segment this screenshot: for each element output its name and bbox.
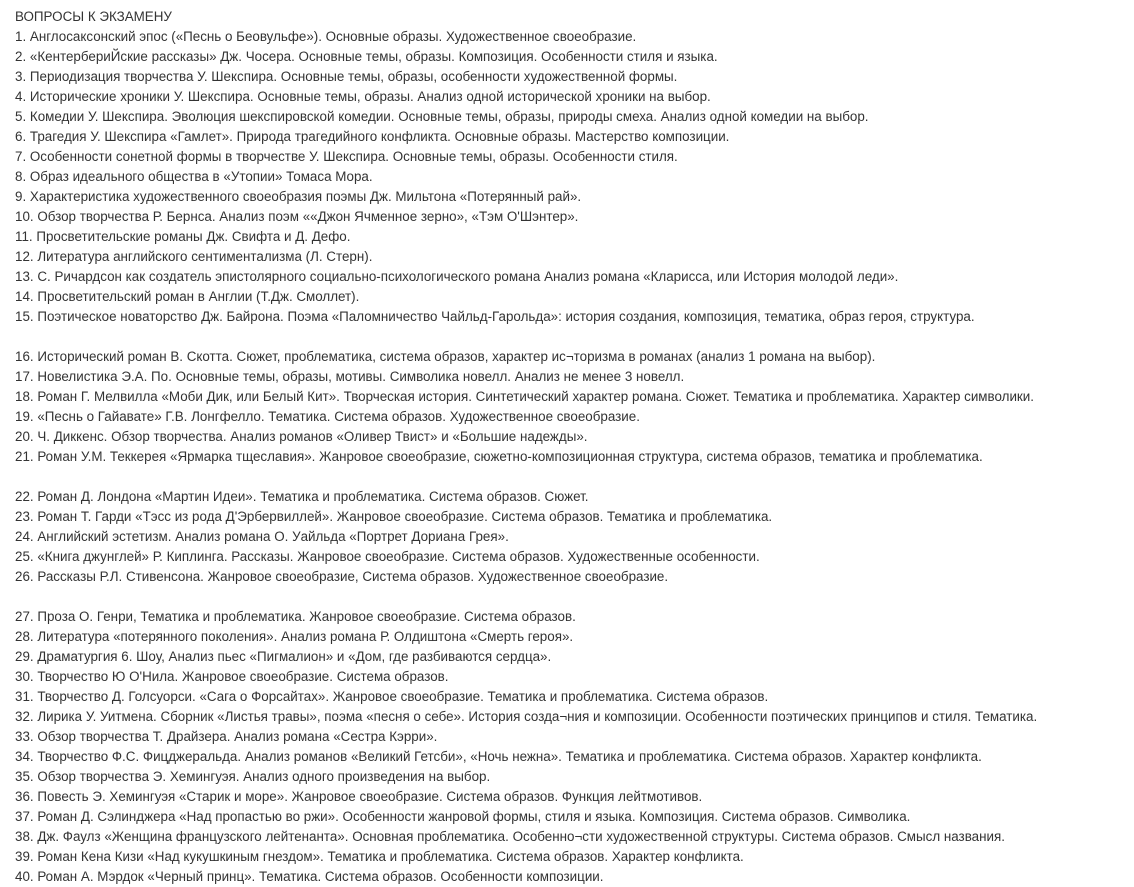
question-item: 4. Исторические хроники У. Шекспира. Основные темы, образы. Анализ одной исторической хроники на выбор. [15, 89, 711, 104]
question-sections [15, 27, 1134, 887]
question-item: 9. Характеристика художественного своеобразия поэмы Дж. Мильтона «Потерянный рай». [15, 189, 582, 204]
question-item: 11. Просветительские романы Дж. Свифта и Д. Дефо. [15, 229, 351, 244]
question-item: 28. Литература «потерянного поколения». Анализ романа Р. Олдиштона «Смерть героя». [15, 629, 574, 644]
question-item: 13. С. Ричардсон как создатель эпистолярного социально-психологического романа Анализ романа «Кларисса, или История молодой леди». [15, 269, 899, 284]
question-item: 22. Роман Д. Лондона «Мартин Идеи». Тематика и проблематика. Система образов. Сюжет. [15, 489, 589, 504]
question-item: 20. Ч. Диккенс. Обзор творчества. Анализ романов «Оливер Твист» и «Большие надежды». [15, 429, 588, 444]
section-spacer [15, 327, 1134, 347]
question-item: 30. Творчество Ю О'Нила. Жанровое своеобразие. Система образов. [15, 669, 449, 684]
question-item: 32. Лирика У. Уитмена. Сборник «Листья травы», поэма «песня о себе». История созда¬ния и композиции. Особенности поэтических принципов и стиля. Тематика. [15, 709, 1038, 724]
question-item: 21. Роман У.М. Теккерея «Ярмарка тщеславия». Жанровое своеобразие, сюжетно-композиционная структура, система образов, тематика и проблематика. [15, 449, 983, 464]
question-item: 40. Роман А. Мэрдок «Черный принц». Тематика. Система образов. Особенности композиции. [15, 869, 604, 884]
question-item: 17. Новелистика Э.А. По. Основные темы, образы, мотивы. Символика новелл. Анализ не менее 3 новелл. [15, 369, 685, 384]
question-item: 23. Роман Т. Гарди «Тэсс из рода Д'Эрбервиллей». Жанровое своеобразие. Система образов. Тематика и проблематика. [15, 509, 773, 524]
question-item: 10. Обзор творчества Р. Бернса. Анализ поэм ««Джон Ячменное зерно», «Тэм О'Шэнтер». [15, 209, 579, 224]
section-spacer [15, 467, 1134, 487]
question-item: 15. Поэтическое новаторство Дж. Байрона. Поэма «Паломничество Чайльд-Гарольда»: история создания, композиция, тематика, образ героя, структура. [15, 309, 975, 324]
section-spacer [15, 587, 1134, 607]
question-item: 26. Рассказы Р.Л. Стивенсона. Жанровое своеобразие, Система образов. Художественное своеобразие. [15, 569, 669, 584]
document-heading: ВОПРОСЫ К ЭКЗАМЕНУ [15, 9, 172, 24]
question-item: 7. Особенности сонетной формы в творчестве У. Шекспира. Основные темы, образы. Особенности стиля. [15, 149, 678, 164]
question-item: 38. Дж. Фаулз «Женщина французского лейтенанта». Основная проблематика. Особенно¬сти художественной структуры. Система образов. Смысл названия. [15, 829, 1005, 844]
question-item: 5. Комедии У. Шекспира. Эволюция шекспировской комедии. Основные темы, образы, природы смеха. Анализ одной комедии на выбор. [15, 109, 869, 124]
question-item: 16. Исторический роман В. Скотта. Сюжет, проблематика, система образов, характер ис¬торизма в романах (анализ 1 романа на выбор). [15, 349, 876, 364]
exam-questions-document [15, 7, 1134, 887]
question-item: 12. Литература английского сентиментализма (Л. Стерн). [15, 249, 373, 264]
question-item: 18. Роман Г. Мелвилла «Моби Дик, или Белый Кит». Творческая история. Синтетический характер романа. Сюжет. Тематика и проблематика. Характер символики. [15, 389, 1034, 404]
question-item: 39. Роман Кена Кизи «Над кукушкиным гнездом». Тематика и проблематика. Система образов. Характер конфликта. [15, 849, 744, 864]
question-item: 25. «Книга джунглей» Р. Киплинга. Рассказы. Жанровое своеобразие. Система образов. Художественные особенности. [15, 549, 760, 564]
question-item: 35. Обзор творчества Э. Хемингуэя. Анализ одного произведения на выбор. [15, 769, 491, 784]
question-item: 33. Обзор творчества Т. Драйзера. Анализ романа «Сестра Кэрри». [15, 729, 438, 744]
question-item: 19. «Песнь о Гайавате» Г.В. Лонгфелло. Тематика. Система образов. Художественное своеобразие. [15, 409, 640, 424]
question-item: 1. Англосаксонский эпос («Песнь о Беовульфе»). Основные образы. Художественное своеобразие. [15, 29, 637, 44]
question-item: 31. Творчество Д. Голсуорси. «Сага о Форсайтах». Жанровое своеобразие. Тематика и проблематика. Система образов. [15, 689, 769, 704]
question-item: 36. Повесть Э. Хемингуэя «Старик и море». Жанровое своеобразие. Система образов. Функция лейтмотивов. [15, 789, 703, 804]
question-item: 37. Роман Д. Сэлинджера «Над пропастью во ржи». Особенности жанровой формы, стиля и языка. Композиция. Система образов. Символика. [15, 809, 911, 824]
question-item: 29. Драматургия 6. Шоу, Анализ пьес «Пигмалион» и «Дом, где разбиваются сердца». [15, 649, 552, 664]
question-item: 34. Творчество Ф.С. Фицджеральда. Анализ романов «Великий Гетсби», «Ночь нежна». Тематика и проблематика. Система образов. Характер конфликта. [15, 749, 982, 764]
question-item: 6. Трагедия У. Шекспира «Гамлет». Природа трагедийного конфликта. Основные образы. Мастерство композиции. [15, 129, 730, 144]
question-item: 3. Периодизация творчества У. Шекспира. Основные темы, образы, особенности художественной формы. [15, 69, 678, 84]
question-item: 14. Просветительский роман в Англии (Т.Дж. Смоллет). [15, 289, 360, 304]
question-item: 27. Проза О. Генри, Тематика и проблематика. Жанровое своеобразие. Система образов. [15, 609, 576, 624]
question-item: 2. «КентербериЙские рассказы» Дж. Чосера. Основные темы, образы. Композиция. Особенности стиля и языка. [15, 49, 718, 64]
question-item: 24. Английский эстетизм. Анализ романа О. Уайльда «Портрет Дориана Грея». [15, 529, 509, 544]
question-item: 8. Образ идеального общества в «Утопии» Томаса Мора. [15, 169, 373, 184]
